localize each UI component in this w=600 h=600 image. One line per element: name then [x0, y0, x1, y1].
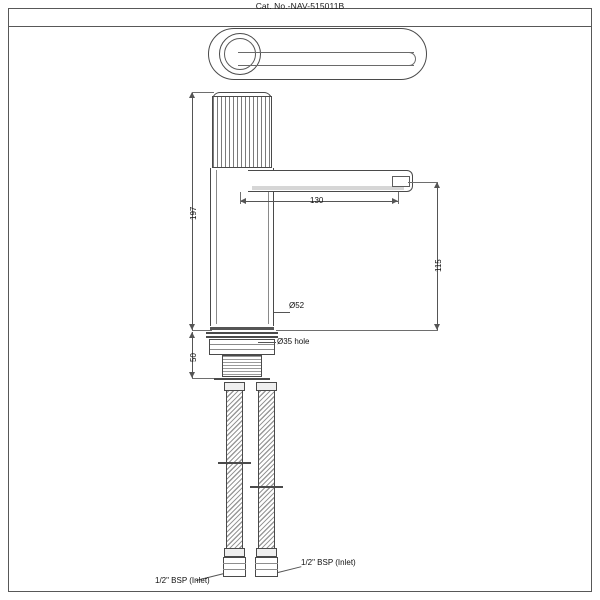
- dim-130-label: 130: [310, 196, 324, 205]
- connector-left-band-1: [223, 563, 246, 564]
- connector-right-band-1: [255, 563, 278, 564]
- dim-115-label: 115: [434, 259, 443, 272]
- nut-line-2: [210, 349, 274, 350]
- dim-50-ext-bottom: [192, 378, 214, 379]
- dim-50-arrow-top: [189, 332, 195, 338]
- hose-right-bottom-collar: [256, 548, 277, 557]
- threaded-shank: [222, 355, 262, 377]
- dim-197-ext-bottom: [192, 330, 212, 331]
- column-inner-line-right: [268, 170, 269, 324]
- hose-left-top-collar: [224, 382, 245, 391]
- dim-50-label: 50: [189, 353, 198, 362]
- nut-line-1: [210, 344, 274, 345]
- catalog-number: Cat. No.-NAV-515011B: [255, 1, 345, 11]
- hose-right: [258, 382, 275, 552]
- drawing-border: [8, 8, 592, 592]
- shank-washer: [214, 378, 270, 380]
- washer-2: [206, 336, 278, 338]
- hose-right-ferrule: [250, 486, 283, 488]
- washer-1: [206, 332, 278, 334]
- handle-lever-body: [238, 52, 414, 66]
- dia-52-leader: [274, 312, 290, 313]
- hose-right-top-collar: [256, 382, 277, 391]
- hose-left-bottom-collar: [224, 548, 245, 557]
- column-inner-line-left: [216, 170, 217, 324]
- hose-left-ferrule: [218, 462, 251, 464]
- hose-left: [226, 382, 243, 552]
- connector-right-band-2: [255, 569, 278, 570]
- knurled-cap: [212, 96, 272, 168]
- dim-115-ext-top: [408, 182, 438, 183]
- inlet-left-label: 1/2" BSP (Inlet): [155, 576, 210, 585]
- connector-left: [223, 557, 246, 577]
- dim-115-ext-bottom: [276, 330, 438, 331]
- connector-left-band-2: [223, 569, 246, 570]
- base-flange: [210, 327, 274, 330]
- title-block-divider: [9, 26, 591, 27]
- dim-115-line: [437, 182, 438, 330]
- inlet-right-label: 1/2" BSP (Inlet): [301, 558, 356, 567]
- dia-35-label: Ø35 hole: [277, 337, 310, 346]
- spout-shading: [252, 186, 404, 190]
- dim-197-ext-top: [192, 92, 214, 93]
- dim-130-ext-left: [240, 192, 241, 204]
- dia-52-label: Ø52: [289, 301, 305, 310]
- dim-197-label: 197: [189, 206, 198, 220]
- dia-35-leader: [258, 342, 276, 343]
- connector-right: [255, 557, 278, 577]
- dim-130-ext-right: [398, 192, 399, 204]
